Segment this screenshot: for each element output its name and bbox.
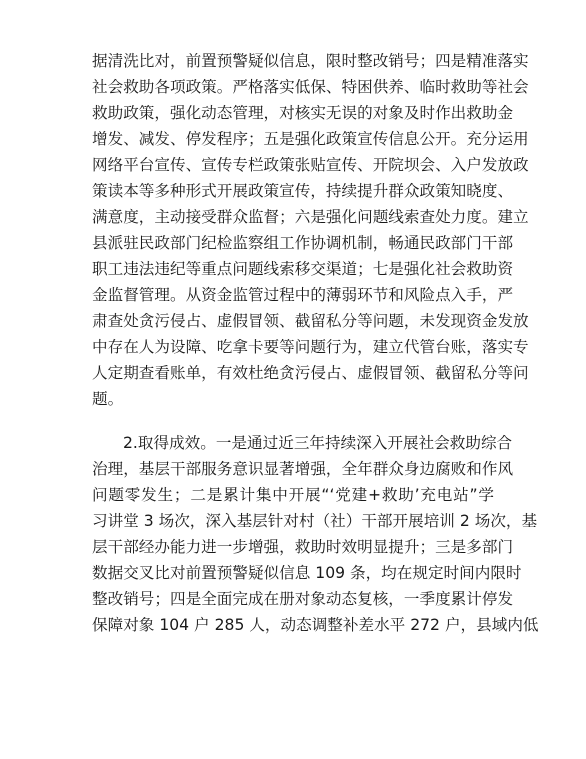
paragraph-1-line: 中存在人为设障、吃拿卡要等问题行为，建立代管台账，落实专 (92, 338, 529, 356)
paragraph-2-line: 整改销号；四是全面完成在册对象动态复核，一季度累计停发 (92, 590, 514, 608)
paragraph-2-line: 数据交叉比对前置预警疑似信息 109 条，均在规定时间内限时 (92, 564, 522, 582)
paragraph-1-line: 满意度，主动接受群众监督；六是强化问题线索查处力度。建立 (92, 208, 529, 226)
document-body (92, 48, 539, 638)
paragraph-1-line: 县派驻民政部门纪检监察组工作协调机制，畅通民政部门干部 (92, 234, 514, 252)
paragraph-1-line: 人定期查看账单，有效杜绝贪污侵占、虚假冒领、截留私分等问 (92, 364, 529, 382)
paragraph-1-line: 网络平台宣传、宣传专栏政策张贴宣传、开院坝会、入户发放政 (92, 156, 529, 174)
paragraph-2-line: 层干部经办能力进一步增强，救助时效明显提升；三是多部门 (92, 538, 514, 556)
paragraph-2-line: 问题零发生；二是累计集中开展“‘党建+救助’充电站”学 (92, 486, 494, 504)
paragraph-2-line-text: 2.取得成效。一是通过近三年持续深入开展社会救助综合 (123, 434, 513, 452)
paragraph-1-line: 金监督管理。从资金监管过程中的薄弱环节和风险点入手，严 (92, 286, 514, 304)
paragraph-1-line: 策读本等多种形式开展政策宣传，持续提升群众政策知晓度、 (92, 182, 514, 200)
paragraph-2 (92, 430, 539, 638)
paragraph-1-line: 据清洗比对，前置预警疑似信息，限时整改销号；四是精准落实 (92, 52, 529, 70)
paragraph-1-line: 社会救助各项政策。严格落实低保、特困供养、临时救助等社会 (92, 78, 529, 96)
paragraph-1-line: 职工违法违纪等重点问题线索移交渠道；七是强化社会救助资 (92, 260, 514, 278)
paragraph-1 (92, 48, 529, 412)
paragraph-1-line: 增发、减发、停发程序；五是强化政策宣传信息公开。充分运用 (92, 130, 529, 148)
paragraph-2-first-line (92, 430, 513, 456)
paragraph-1-line: 题。 (92, 390, 124, 408)
paragraph-gap (92, 412, 494, 430)
paragraph-1-line: 肃查处贪污侵占、虚假冒领、截留私分等问题，未发现资金发放 (92, 312, 529, 330)
paragraph-2-line: 习讲堂 3 场次，深入基层针对村（社）干部开展培训 2 场次，基 (92, 512, 538, 530)
paragraph-2-line: 治理，基层干部服务意识显著增强，全年群众身边腐败和作风 (92, 460, 514, 478)
paragraph-1-line: 救助政策，强化动态管理，对核实无误的对象及时作出救助金 (92, 104, 514, 122)
paragraph-2-line: 保障对象 104 户 285 人，动态调整补差水平 272 户，县域内低 (92, 616, 539, 634)
